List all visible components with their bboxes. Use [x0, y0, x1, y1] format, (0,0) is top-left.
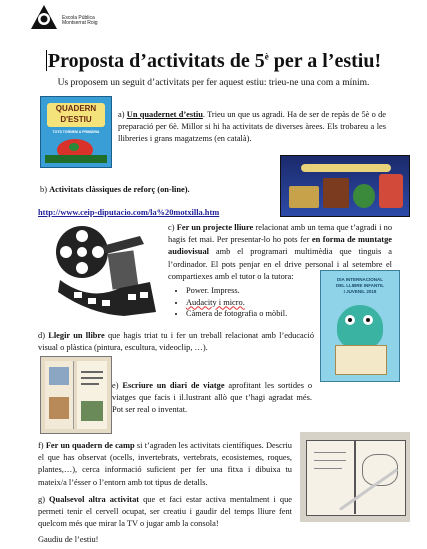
film-reel-image [40, 222, 162, 316]
book-title-line-2: D'ESTIU [60, 115, 92, 124]
section-c-text-2: amb el programari multimèdia que tinguis a l’ordinador. El pots penjar en el drive personal i al setembre el compartiexes amb el tutor o la tutora: [168, 247, 392, 281]
section-g-heading: Qualsevol altra activitat [49, 495, 140, 504]
school-logo [30, 4, 58, 30]
tool-item-text: Audacity i micro. [186, 297, 245, 307]
section-c-text-1: relacionat amb un tema que t’agradi i no hagis fet mai. Per presentar-lo ho pots fer [168, 223, 393, 245]
school-name-line-2: Montserrat Roig [62, 20, 98, 26]
section-a-text: . Trieu un que us agradi. Ha de ser de repàs de 5è o de preparació per 6è. Millor si hi ha activitats de diverses àrees. Els trobareu a les llibreries i grans magatzems (en català). [118, 110, 386, 144]
summer-workbook-image [40, 96, 112, 168]
book-title-line-1: QUADERN [55, 104, 97, 113]
section-b-letter: b) [40, 185, 47, 194]
section-f-heading: Fer un quadern de camp [45, 441, 135, 450]
poster-line-1: DIA INTERNACIONAL [336, 277, 384, 282]
section-d-letter: d) [38, 331, 45, 340]
section-b-link-row [38, 202, 278, 220]
travel-diary-image [40, 356, 112, 434]
page-title [0, 50, 427, 73]
section-f [38, 440, 292, 489]
section-d [38, 330, 314, 354]
section-b-heading: Activitats clàssiques de reforç (on-line). [49, 185, 190, 194]
tool-item [186, 297, 308, 309]
section-e [112, 380, 312, 417]
section-c-heading: Fer un projecte lliure [176, 223, 254, 232]
section-e-letter: e) [112, 381, 119, 390]
section-g-text: que et faci estar activa mentalment i que permeti tenir el cervell ocupat, ser creatiu i gaudir del temps lliure fent quelcom més que mirar la TV o jugar amb la consola! [38, 495, 292, 529]
book-subtitle: TOTS TORNEM A PRIMÀRIA [52, 130, 100, 134]
classic-games-image [280, 155, 410, 217]
title-superscript: è [264, 51, 269, 62]
tool-item: • Càmera de fotografia o mòbil. [186, 308, 308, 320]
section-d-text: que hagis triat tu i fer un treball relacionat amb l’educació visual o plàstica (pintura, escultura, videoclip, …). [38, 331, 315, 353]
school-name-line-1: Escola Pública [62, 15, 95, 21]
reinforcement-activities-link[interactable]: http://www.ceip-diputacio.com/la%20motxilla.htm [38, 208, 220, 217]
section-a-heading: Un quadernet d’estiu [126, 110, 203, 119]
section-c-letter: c) [168, 223, 175, 232]
intro-text: Us proposem un seguit d’activitats per fer aquest estiu: trieu-ne una com a mínim. [57, 78, 370, 88]
section-a-letter: a) [118, 110, 125, 119]
poster-line-3: I JUVENIL 2018 [343, 289, 377, 294]
book-day-poster-image [320, 270, 400, 382]
tool-item: • Power. Impress. [186, 285, 308, 297]
section-b [40, 184, 280, 196]
section-f-text: si t’agraden les activitats científiques. Descriu el que has observat (ocells, invertebrats, vertebrats, ecosistemes, roques, plantes,…), cerca informació suficient per fer una fitxa i dibuixa tu mateix/a l’ésser o l’entorn amb tot tipus de detalls. [38, 441, 292, 487]
title-main-after: per a l’estiu! [268, 50, 382, 72]
section-a [118, 109, 386, 146]
closing-text: Gaudiu de l’estiu! [38, 535, 99, 544]
section-d-heading: Llegir un llibre [48, 331, 105, 340]
section-e-text: aprofitant les sortides o viatges que facis i il.lustrant allò que t’hagi agradat més. Pot ser real o inventat. [112, 381, 313, 415]
section-c-bold-2: en forma de muntatge audiovisual [168, 235, 392, 257]
section-g [38, 494, 292, 531]
section-c-tools [168, 285, 308, 320]
title-main-before: Proposta d’activitats de 5 [47, 50, 265, 72]
poster-line-2: DEL LLIBRE INFANTIL [336, 283, 384, 288]
school-name [62, 16, 98, 26]
field-notebook-image [300, 432, 410, 522]
section-f-letter: f) [38, 441, 44, 450]
section-g-letter: g) [38, 495, 45, 504]
section-e-heading: Escriure un diari de viatge [122, 381, 225, 390]
text-cursor [46, 50, 47, 71]
